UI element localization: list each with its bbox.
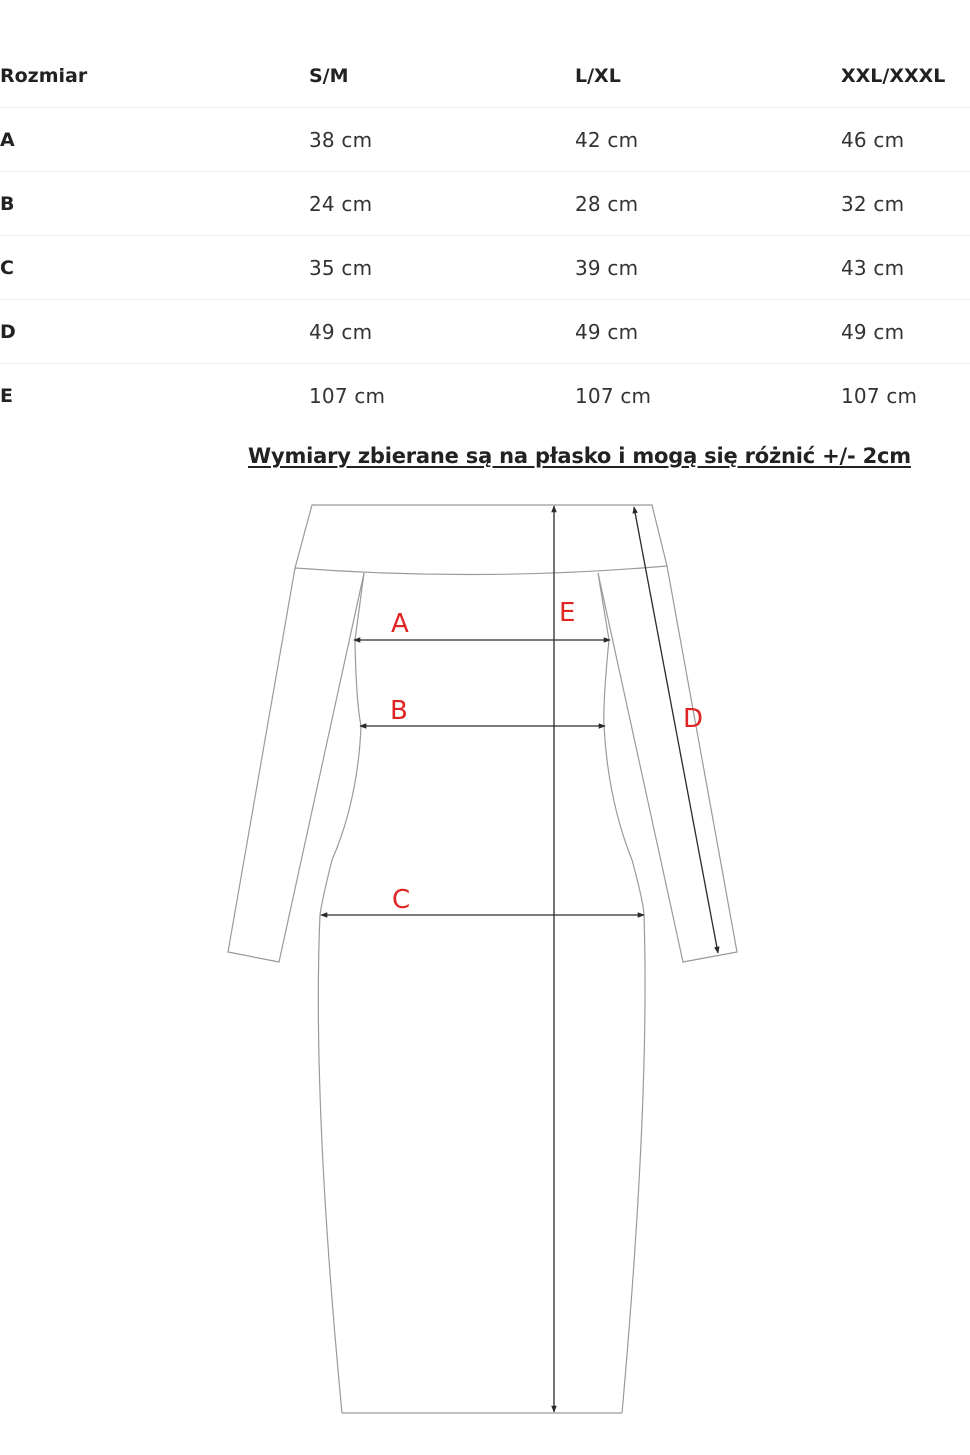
label-a: A xyxy=(391,609,409,639)
table-cell: 38 cm xyxy=(309,108,575,172)
table-cell: 107 cm xyxy=(841,383,918,408)
table-cell: 42 cm xyxy=(575,108,841,172)
header-xxl-xxxl: XXL/XXXL xyxy=(841,44,970,108)
table-cell: 49 cm xyxy=(841,300,970,364)
row-label: D xyxy=(0,300,309,364)
table-cell: 39 cm xyxy=(575,236,841,300)
header-size: Rozmiar xyxy=(0,44,309,108)
row-label: B xyxy=(0,172,309,236)
left-sleeve xyxy=(228,568,364,962)
right-sleeve xyxy=(598,566,737,962)
header-s-m: S/M xyxy=(309,44,575,108)
table-cell: 35 cm xyxy=(309,236,575,300)
table-cell: 107 cm xyxy=(575,383,652,408)
label-d: D xyxy=(683,704,704,734)
row-label: A xyxy=(0,108,309,172)
table-cell: 107 cm xyxy=(309,383,386,408)
table-cell: 28 cm xyxy=(575,172,841,236)
row-label: C xyxy=(0,236,309,300)
right-body-edge xyxy=(598,573,645,1413)
dress-outline xyxy=(228,505,737,1413)
label-e: E xyxy=(559,598,576,628)
table-cell: 46 cm xyxy=(841,108,970,172)
label-b: B xyxy=(390,696,408,726)
row-label: E xyxy=(0,384,14,407)
table-cell: 49 cm xyxy=(575,300,841,364)
measurement-note: Wymiary zbierane są na płasko i mogą się różnić +/- 2cm xyxy=(248,444,911,468)
header-l-xl: L/XL xyxy=(575,44,841,108)
neckline-band xyxy=(295,505,667,575)
table-cell: 43 cm xyxy=(841,236,970,300)
measure-line-d xyxy=(634,507,718,953)
table-cell: 24 cm xyxy=(309,172,575,236)
table-cell: 49 cm xyxy=(309,300,575,364)
left-body-edge xyxy=(318,573,364,1413)
label-c: C xyxy=(392,885,411,915)
table-cell: 32 cm xyxy=(841,172,970,236)
